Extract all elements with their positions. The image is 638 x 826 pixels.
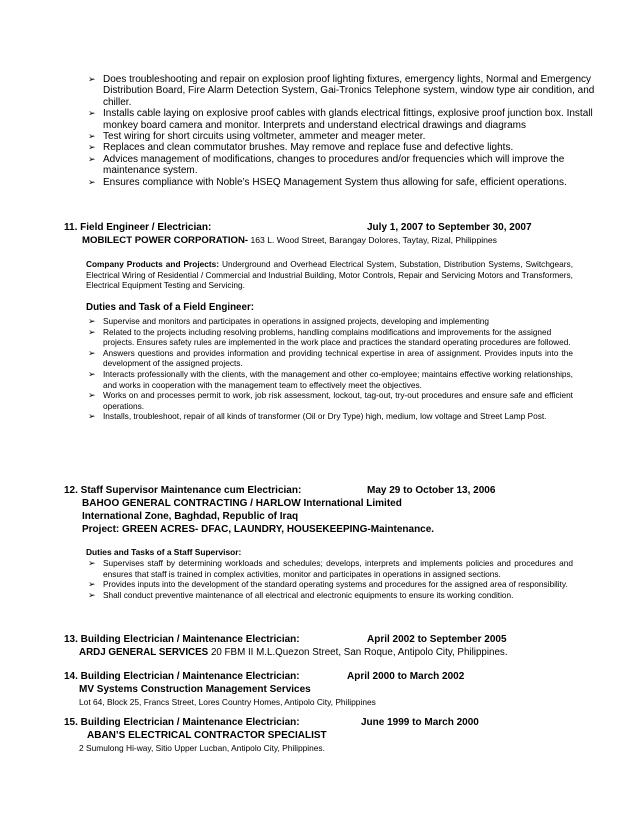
arrow-bullet-icon: ➢: [88, 142, 96, 153]
arrow-bullet-icon: ➢: [88, 390, 96, 401]
arrow-bullet-icon: ➢: [88, 108, 96, 119]
list-item: ➢ Answers questions and provides information and providing technical expertise in area of assignment. Provides inputs into the development of the assigned projects.: [88, 347, 573, 369]
company-name: ARDJ GENERAL SERVICES: [79, 647, 209, 658]
list-item: ➢ Works on and processes permit to work, job risk assessment, lockout, tag-out, try-out procedures and ensure safe and efficient operations.: [88, 390, 573, 411]
arrow-bullet-icon: ➢: [88, 153, 96, 164]
job-title: 15. Building Electrician / Maintenance Electrician:: [64, 717, 300, 728]
list-item: ➢ Related to the projects including resolving problems, handling complains modifications and improvements for the assigned projects. Ensures safety rules are implemented in the work place and practices the standard operating procedures are followed.: [88, 326, 571, 348]
list-item: ➢ Shall conduct preventive maintenance of all electrical and electronic equipments to ensure its working condition.: [88, 589, 514, 600]
job-title: 14. Building Electrician / Maintenance Electrician:: [64, 671, 300, 682]
list-item: ➢ Installs cable laying on explosive proof cables with glands electrical fittings, explosive proof junction box. Install monkey board camera and monitor. Interprets and understand electrical drawings and diagrams: [88, 108, 593, 131]
company-name: MV Systems Construction Management Services: [79, 684, 311, 695]
company-address: Lot 64, Block 25, Francs Street, Lores Country Homes, Antipolo City, Philippines: [79, 697, 376, 707]
job-title: 12. Staff Supervisor Maintenance cum Electrician:: [64, 485, 302, 496]
job-title: 13. Building Electrician / Maintenance Electrician:: [64, 634, 300, 645]
arrow-bullet-icon: ➢: [88, 316, 96, 326]
company-address: 163 L. Wood Street, Barangay Dolores, Taytay, Rizal, Philippines: [248, 235, 497, 245]
arrow-bullet-icon: ➢: [88, 176, 96, 187]
company-projects: [86, 259, 573, 291]
arrow-bullet-icon: ➢: [88, 589, 96, 600]
top-bullet-list: [88, 74, 608, 188]
job-dates: July 1, 2007 to September 30, 2007: [367, 222, 532, 233]
job-dates: April 2002 to September 2005: [367, 634, 507, 645]
list-item: ➢ Advices management of modifications, changes to procedures and/or frequencies which will improve the maintenance system.: [88, 153, 565, 177]
company-name: ABAN’S ELECTRICAL CONTRACTOR SPECIALIST: [87, 730, 327, 741]
duties-heading: Duties and Task of a Field Engineer:: [86, 302, 255, 313]
arrow-bullet-icon: ➢: [88, 579, 96, 590]
duties-list: [88, 316, 573, 422]
company-address: 20 FBM II M.L.Quezon Street, San Roque, Antipolo City, Philippines.: [208, 647, 508, 658]
arrow-bullet-icon: ➢: [88, 558, 96, 568]
company-line: [82, 235, 497, 246]
job-title: 11. Field Engineer / Electrician:: [64, 222, 212, 233]
list-item: ➢ Does troubleshooting and repair on explosion proof lighting fixtures, emergency lights, Normal and Emergency Distribution Board, Fire Alarm Detection System, Gai-Tronics Telephone system, window type air condition, and chiller.: [88, 74, 595, 108]
arrow-bullet-icon: ➢: [88, 326, 96, 337]
arrow-bullet-icon: ➢: [88, 368, 96, 379]
list-item: ➢ Replaces and clean commutator brushes. May remove and replace fuse and defective lights.: [88, 142, 514, 154]
job-dates: June 1999 to March 2000: [361, 717, 479, 728]
list-item: ➢ Installs, troubleshoot, repair of all kinds of transformer (Oil or Dry Type) high, medium, low voltage and Street Lamp Post.: [88, 411, 547, 422]
projects-label: Company Products and Projects:: [86, 259, 220, 269]
list-item: ➢ Interacts professionally with the clients, with the management and other co-employee; maintains effective working relationships, and works in cooperation with the management team to effectively meet the objectives.: [88, 368, 573, 390]
duties-list: [88, 558, 573, 600]
job-dates: April 2000 to March 2002: [347, 671, 465, 682]
projects-text: Underground and Overhead Electrical System, Substation, Distribution Systems, Switchgears, Electrical Wiring of Residential / Commercial and Industrial Building, Motor Controls, Repair and Servicing Motors and Transformers, Electrical Equipment Testing and Servicing.: [86, 259, 573, 290]
job-dates: May 29 to October 13, 2006: [367, 485, 496, 496]
list-item: ➢ Provides inputs into the development of the standard operating systems and procedures for the assigned area of responsibility.: [88, 579, 568, 590]
list-item: ➢ Ensures compliance with Noble’s HSEQ Management System thus allowing for safe, efficient operations.: [88, 176, 567, 188]
company-location: International Zone, Baghdad, Republic of Iraq: [82, 511, 299, 522]
project-line: Project: GREEN ACRES- DFAC, LAUNDRY, HOUSEKEEPING-Maintenance.: [82, 524, 435, 535]
list-item: ➢ Test wiring for short circuits using voltmeter, ammeter and meager meter.: [88, 131, 426, 143]
duties-heading: Duties and Tasks of a Staff Supervisor:: [86, 547, 242, 557]
company-name: MOBILECT POWER CORPORATION-: [82, 235, 249, 246]
arrow-bullet-icon: ➢: [88, 74, 96, 84]
company-line: [79, 647, 508, 658]
list-item: ➢ Supervise and monitors and participates in operations in assigned projects, developing and implementing: [88, 316, 490, 326]
company-name: BAHOO GENERAL CONTRACTING / HARLOW International Limited: [82, 498, 402, 509]
arrow-bullet-icon: ➢: [88, 411, 96, 422]
list-item: ➢ Supervises staff by determining workloads and schedules; develops, interprets and implements policies and procedures and ensures that staff is trained in complex activities, monitor and participates in operations in assigned sections.: [88, 558, 573, 579]
company-address: 2 Sumulong Hi-way, Sitio Upper Lucban, Antipolo City, Philippines.: [79, 743, 325, 753]
arrow-bullet-icon: ➢: [88, 347, 96, 358]
arrow-bullet-icon: ➢: [88, 131, 96, 142]
